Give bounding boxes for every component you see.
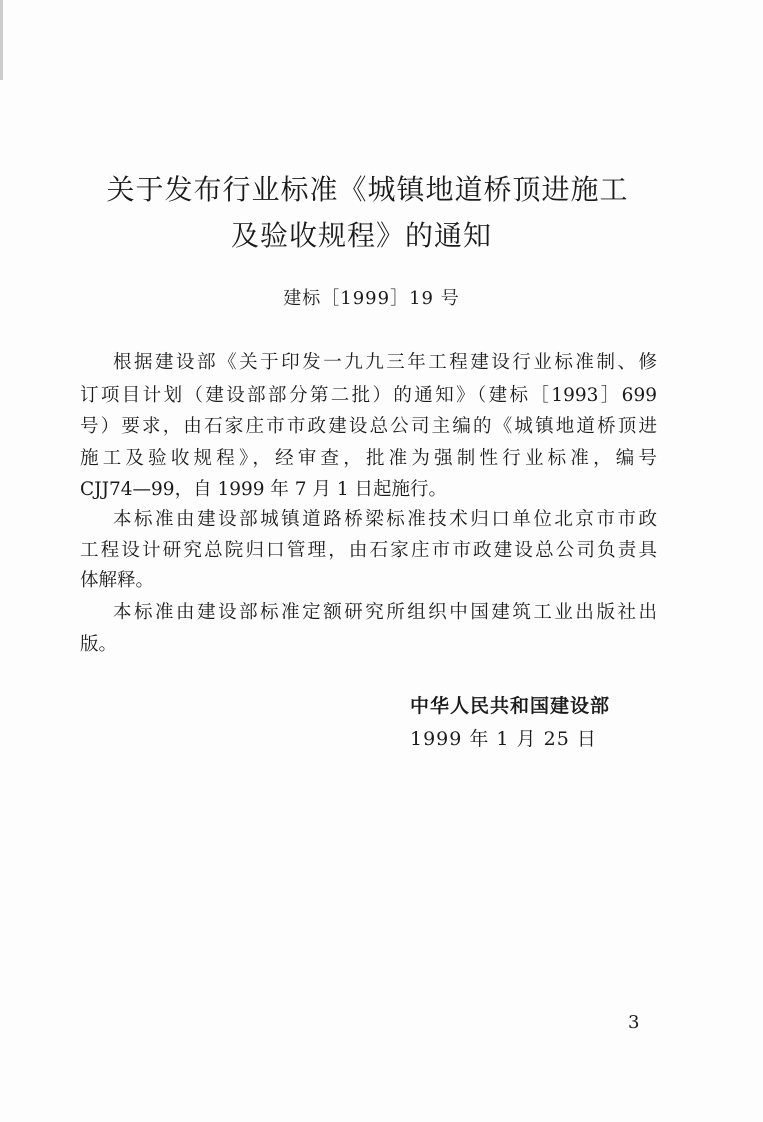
body-line: 号）要求，由石家庄市市政建设总公司主编的《城镇地道桥顶进: [80, 416, 657, 437]
document-title-line-2: 及验收规程》的通知: [230, 219, 492, 252]
body-line: 版。: [80, 634, 118, 655]
document-title-line-1: 关于发布行业标准《城镇地道桥顶进施工: [106, 173, 629, 206]
page-number: 3: [628, 1012, 640, 1033]
body-line: 体解释。: [80, 570, 155, 591]
body-line: 工程设计研究总院归口管理，由石家庄市市政建设总公司负责具: [80, 540, 657, 561]
body-line: 施工及验收规程》，经审查，批准为强制性行业标准，编号: [80, 448, 657, 469]
body-line: 本标准由建设部城镇道路桥梁标准技术归口单位北京市市政: [113, 509, 657, 530]
scan-edge: [0, 0, 3, 80]
body-line: 根据建设部《关于印发一九九三年工程建设行业标准制、修: [113, 352, 657, 373]
body-line: 订项目计划（建设部部分第二批）的通知》（建标［1993］699: [80, 385, 657, 406]
document-number: 建标［1999］19 号: [283, 288, 460, 309]
body-line: CJJ74—99，自 1999 年 7 月 1 日起施行。: [80, 479, 447, 500]
body-line: 本标准由建设部标准定额研究所组织中国建筑工业出版社出: [113, 602, 657, 623]
issue-date: 1999 年 1 月 25 日: [410, 728, 597, 750]
issuing-organization: 中华人民共和国建设部: [410, 695, 611, 717]
